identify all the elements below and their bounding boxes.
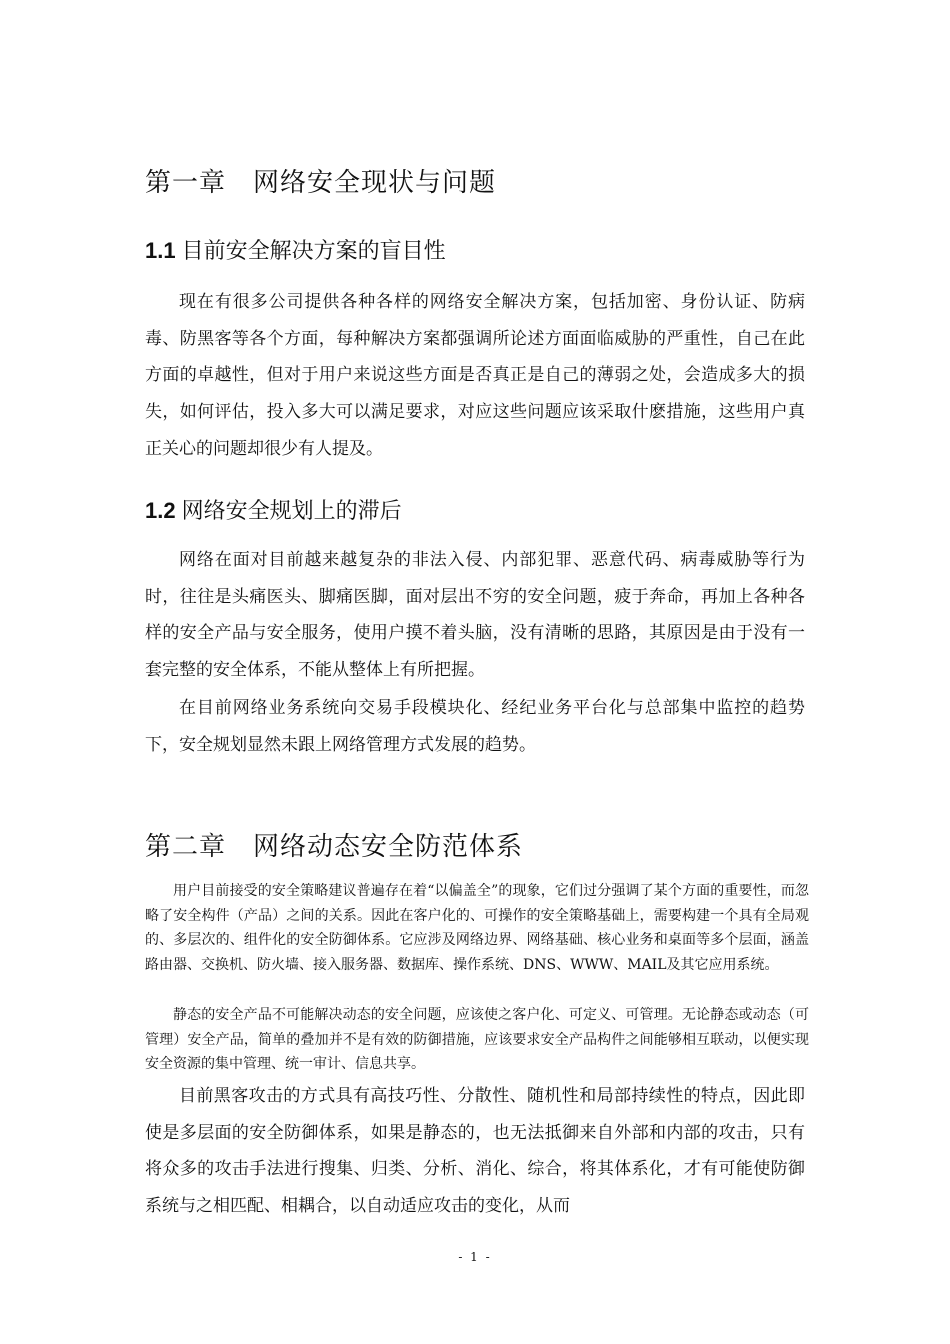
section-1-1-heading [145, 234, 446, 265]
chapter-2-paragraph-3: 目前黑客攻击的方式具有高技巧性、分散性、随机性和局部持续性的特点，因此即使是多层面的安全防御体系，如果是静态的，也无法抵御来自外部和内部的攻击，只有将众多的攻击手法进行搜集、归类、分析、消化、综合，将其体系化，才有可能使防御系统与之相匹配、相耦合，以自动适应攻击的变化，从而 [145, 1086, 805, 1217]
section-1-1-title: 目前安全解决方案的盲目性 [181, 239, 446, 264]
chapter-2-small-paragraph-1: 用户目前接受的安全策略建议普遍存在着“以偏盖全”的现象，它们过分强调了某个方面的重要性，而忽略了安全构件（产品）之间的关系。因此在客户化的、可操作的安全策略基础上，需要构建一个具有全局观的、多层次的、组件化的安全防御体系。它应涉及网络边界、网络基础、核心业务和桌面等多个层面，涵盖路由器、交换机、防火墙、接入服务器、数据库、操作系统、DNS、WWW、MAIL及其它应用系统。 [145, 883, 809, 973]
section-1-2-paragraph-1: 网络在面对目前越来越复杂的非法入侵、内部犯罪、恶意代码、病毒威胁等行为时，往往是头痛医头、脚痛医脚，面对层出不穷的安全问题，疲于奔命，再加上各种各样的安全产品与安全服务，使用户摸不着头脑，没有清晰的思路，其原因是由于没有一套完整的安全体系，不能从整体上有所把握。 [145, 550, 805, 681]
section-1-2-number: 1.2 [145, 498, 176, 523]
chapter-1-title: 第一章 网络安全现状与问题 [145, 168, 497, 198]
section-1-2-title: 网络安全规划上的滞后 [181, 499, 402, 524]
section-1-2-heading [145, 494, 402, 525]
section-1-1-number: 1.1 [145, 238, 176, 263]
chapter-2-title: 第二章 网络动态安全防范体系 [145, 832, 524, 862]
section-1-2-paragraph-2: 在目前网络业务系统向交易手段模块化、经纪业务平台化与总部集中监控的趋势下，安全规划显然未跟上网络管理方式发展的趋势。 [145, 698, 805, 755]
section-1-1-paragraph: 现在有很多公司提供各种各样的网络安全解决方案，包括加密、身份认证、防病毒、防黑客等各个方面，每种解决方案都强调所论述方面面临威胁的严重性，自己在此方面的卓越性，但对于用户来说这些方面是否真正是自己的薄弱之处，会造成多大的损失，如何评估，投入多大可以满足要求，对应这些问题应该采取什麽措施，这些用户真正关心的问题却很少有人提及。 [145, 292, 805, 459]
chapter-2-small-paragraph-2: 静态的安全产品不可能解决动态的安全问题，应该使之客户化、可定义、可管理。无论静态或动态（可管理）安全产品，简单的叠加并不是有效的防御措施，应该要求安全产品构件之间能够相互联动，以便实现安全资源的集中管理、统一审计、信息共享。 [145, 1007, 809, 1072]
page-number: - 1 - [458, 1250, 492, 1264]
